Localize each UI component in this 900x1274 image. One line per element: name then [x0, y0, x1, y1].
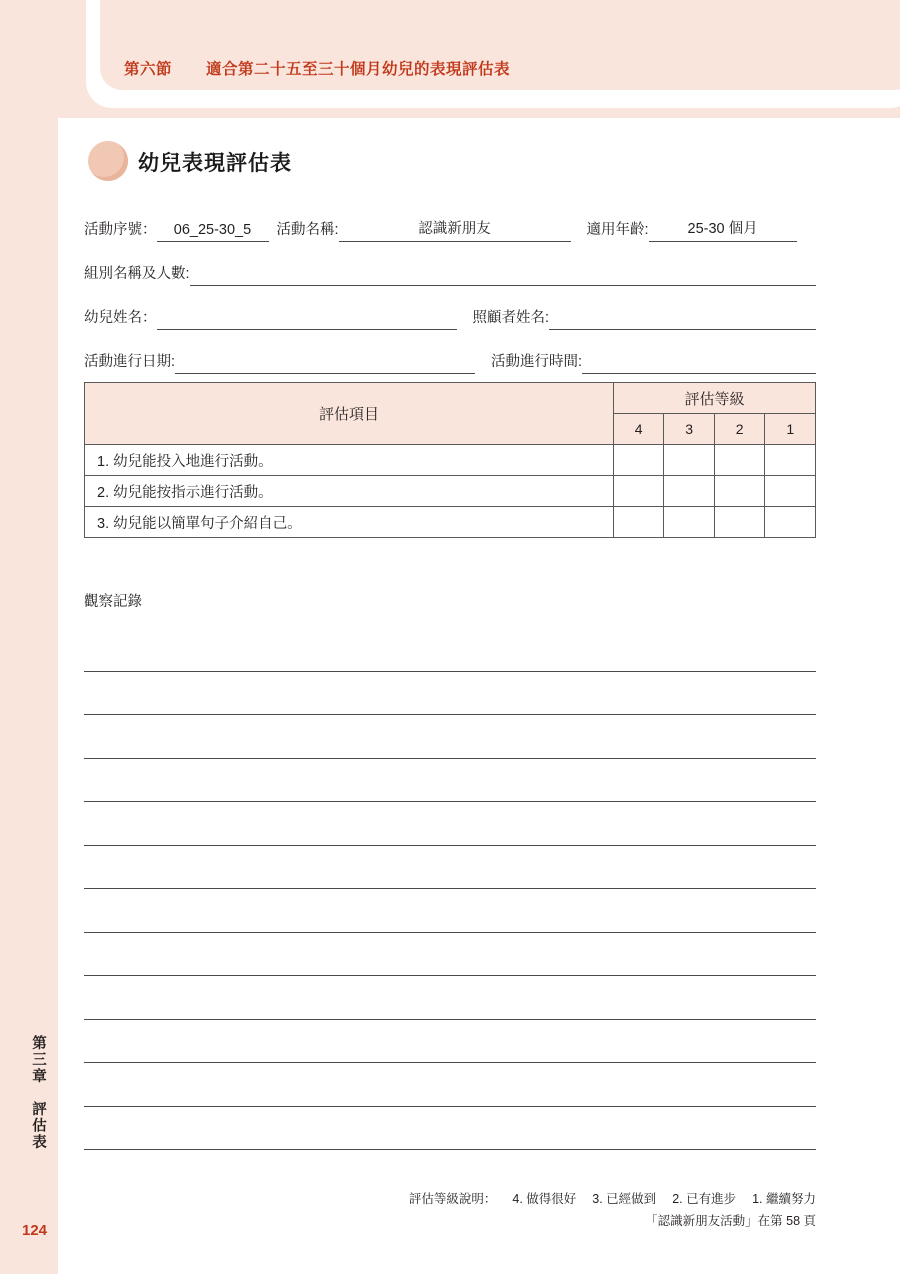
date-value[interactable]	[175, 370, 475, 374]
rating-cell-1-3[interactable]	[664, 445, 715, 476]
page-title: 幼兒表現評估表	[138, 152, 292, 175]
table-header-grade-2: 2	[714, 414, 765, 445]
form-row-datetime	[84, 330, 816, 374]
table-header-grade-1: 1	[765, 414, 816, 445]
page-number: 124	[22, 1222, 48, 1239]
assessment-item-3: 3. 幼兒能以簡單句子介紹自己。	[85, 507, 614, 538]
table-header-row-1	[85, 383, 816, 414]
table-row	[85, 476, 816, 507]
observation-line[interactable]	[84, 759, 816, 803]
grade-key-line	[409, 1188, 816, 1210]
bullet-circle-icon	[88, 141, 128, 181]
rating-cell-1-4[interactable]	[613, 445, 664, 476]
observation-line[interactable]	[84, 1020, 816, 1064]
date-label: 活動進行日期:	[84, 354, 176, 370]
rating-cell-1-2[interactable]	[714, 445, 765, 476]
observation-line[interactable]	[84, 628, 816, 672]
rating-cell-3-3[interactable]	[664, 507, 715, 538]
observation-line[interactable]	[84, 889, 816, 933]
form-row-activity	[84, 198, 816, 242]
activity-no-label: 活動序號：	[84, 222, 157, 238]
activity-no-value[interactable]: 06_25-30_5	[157, 222, 269, 242]
observation-label: 觀察記錄	[84, 594, 142, 610]
assessment-item-1: 1. 幼兒能投入地進行活動。	[85, 445, 614, 476]
observation-line[interactable]	[84, 1063, 816, 1107]
time-label: 活動進行時間:	[491, 354, 583, 370]
form-row-names	[84, 286, 816, 330]
table-header-item: 評估項目	[85, 383, 614, 445]
assessment-item-2: 2. 幼兒能按指示進行活動。	[85, 476, 614, 507]
grade-key-2: 2. 已有進步	[672, 1192, 737, 1206]
observation-line[interactable]	[84, 1107, 816, 1151]
activity-reference: 「認識新朋友活動」在第 58 頁	[645, 1214, 816, 1228]
table-header-grade-3: 3	[664, 414, 715, 445]
activity-name-label: 活動名稱:	[276, 222, 339, 238]
rating-cell-3-4[interactable]	[613, 507, 664, 538]
observation-line[interactable]	[84, 976, 816, 1020]
grade-key-3: 3. 已經做到	[592, 1192, 657, 1206]
section-number: 第六節	[124, 61, 173, 78]
rating-cell-1-1[interactable]	[765, 445, 816, 476]
time-value[interactable]	[582, 370, 816, 374]
grade-key-4: 4. 做得很好	[512, 1192, 577, 1206]
child-name-label: 幼兒姓名：	[84, 310, 157, 326]
rating-cell-3-2[interactable]	[714, 507, 765, 538]
rating-cell-2-1[interactable]	[765, 476, 816, 507]
age-value[interactable]: 25-30 個月	[649, 217, 797, 242]
activity-name-value[interactable]: 認識新朋友	[339, 217, 571, 242]
observation-line[interactable]	[84, 715, 816, 759]
caregiver-label: 照顧者姓名:	[472, 310, 550, 326]
table-header-grade: 評估等級	[613, 383, 815, 414]
chapter-side-tab: 第三章 評估表	[30, 1035, 46, 1151]
table-row	[85, 445, 816, 476]
group-label: 組別名稱及人數:	[84, 266, 190, 282]
observation-line[interactable]	[84, 933, 816, 977]
grade-key-label: 評估等級說明：	[408, 1192, 497, 1206]
observation-lines	[84, 628, 816, 1150]
table-header-grade-4: 4	[613, 414, 664, 445]
section-header	[124, 57, 510, 79]
section-header-title: 適合第二十五至三十個月幼兒的表現評估表	[206, 61, 511, 78]
rating-cell-2-4[interactable]	[613, 476, 664, 507]
assessment-form	[84, 198, 816, 374]
assessment-table	[84, 382, 816, 538]
footer-notes	[409, 1188, 816, 1232]
age-label: 適用年齡:	[586, 222, 649, 238]
rating-cell-2-3[interactable]	[664, 476, 715, 507]
rating-cell-3-1[interactable]	[765, 507, 816, 538]
observation-line[interactable]	[84, 802, 816, 846]
table-row	[85, 507, 816, 538]
observation-line[interactable]	[84, 672, 816, 716]
grade-key-1: 1. 繼續努力	[752, 1192, 816, 1206]
observation-line[interactable]	[84, 846, 816, 890]
rating-cell-2-2[interactable]	[714, 476, 765, 507]
form-row-group	[84, 242, 816, 286]
